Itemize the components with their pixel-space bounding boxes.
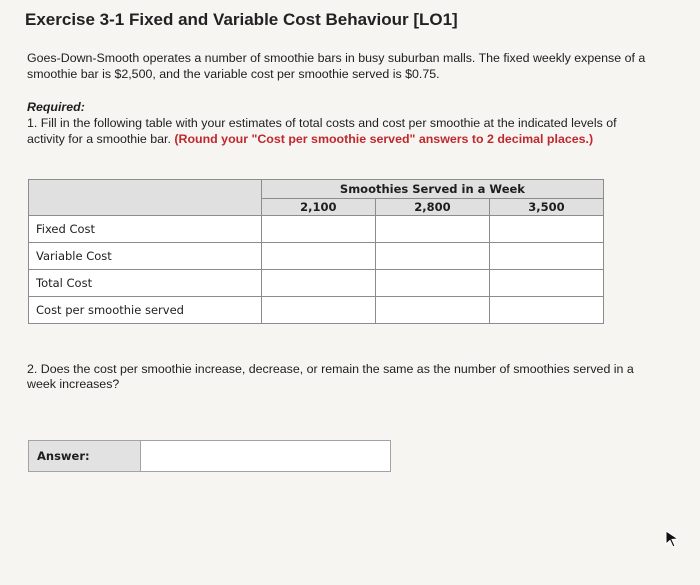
exercise-title: Exercise 3-1 Fixed and Variable Cost Behaviour [LO1] [25, 10, 458, 29]
cost-per-smoothie-2800-input[interactable] [375, 297, 489, 324]
row-label-total-cost: Total Cost [29, 270, 262, 297]
row-label-variable-cost: Variable Cost [29, 243, 262, 270]
required-heading: Required: [27, 100, 85, 114]
variable-cost-2800-input[interactable] [375, 243, 489, 270]
fixed-cost-2800-input[interactable] [375, 216, 489, 243]
answer-row [28, 440, 391, 472]
total-cost-2100-input[interactable] [261, 270, 375, 297]
row-label-fixed-cost: Fixed Cost [29, 216, 262, 243]
table-row-cost-per-smoothie [29, 297, 604, 324]
column-header-2800: 2,800 [375, 199, 489, 216]
smoothies-served-header: Smoothies Served in a Week [261, 180, 603, 199]
table-row-total-cost [29, 270, 604, 297]
cost-per-smoothie-3500-input[interactable] [489, 297, 603, 324]
required-question-1 [27, 115, 637, 147]
variable-cost-3500-input[interactable] [489, 243, 603, 270]
intro-text: Goes-Down-Smooth operates a number of smoothie bars in busy suburban malls. The fixed weekly expense of a smoothie bar is $2,500, and the variable cost per smoothie served is $0.75. [27, 51, 646, 81]
fixed-cost-3500-input[interactable] [489, 216, 603, 243]
answer-label: Answer: [29, 441, 141, 471]
mouse-pointer-icon [664, 530, 680, 548]
total-cost-2800-input[interactable] [375, 270, 489, 297]
question-1-text: 1. Fill in the following table with your estimates of total costs and cost per smoothie at the indicated levels of activity for a smoothie bar. [27, 116, 617, 146]
total-cost-3500-input[interactable] [489, 270, 603, 297]
column-header-3500: 3,500 [489, 199, 603, 216]
cost-table [28, 179, 604, 324]
cost-per-smoothie-2100-input[interactable] [261, 297, 375, 324]
table-row-variable-cost [29, 243, 604, 270]
column-header-2100: 2,100 [261, 199, 375, 216]
fixed-cost-2100-input[interactable] [261, 216, 375, 243]
row-label-cost-per-smoothie: Cost per smoothie served [29, 297, 262, 324]
rounding-instruction: (Round your "Cost per smoothie served" answers to 2 decimal places.) [174, 132, 594, 146]
answer-input[interactable] [141, 441, 390, 471]
variable-cost-2100-input[interactable] [261, 243, 375, 270]
table-corner-header [29, 180, 262, 216]
question-2-text: 2. Does the cost per smoothie increase, decrease, or remain the same as the number of smoothies served in a week increases? [27, 362, 634, 391]
table-row-fixed-cost [29, 216, 604, 243]
